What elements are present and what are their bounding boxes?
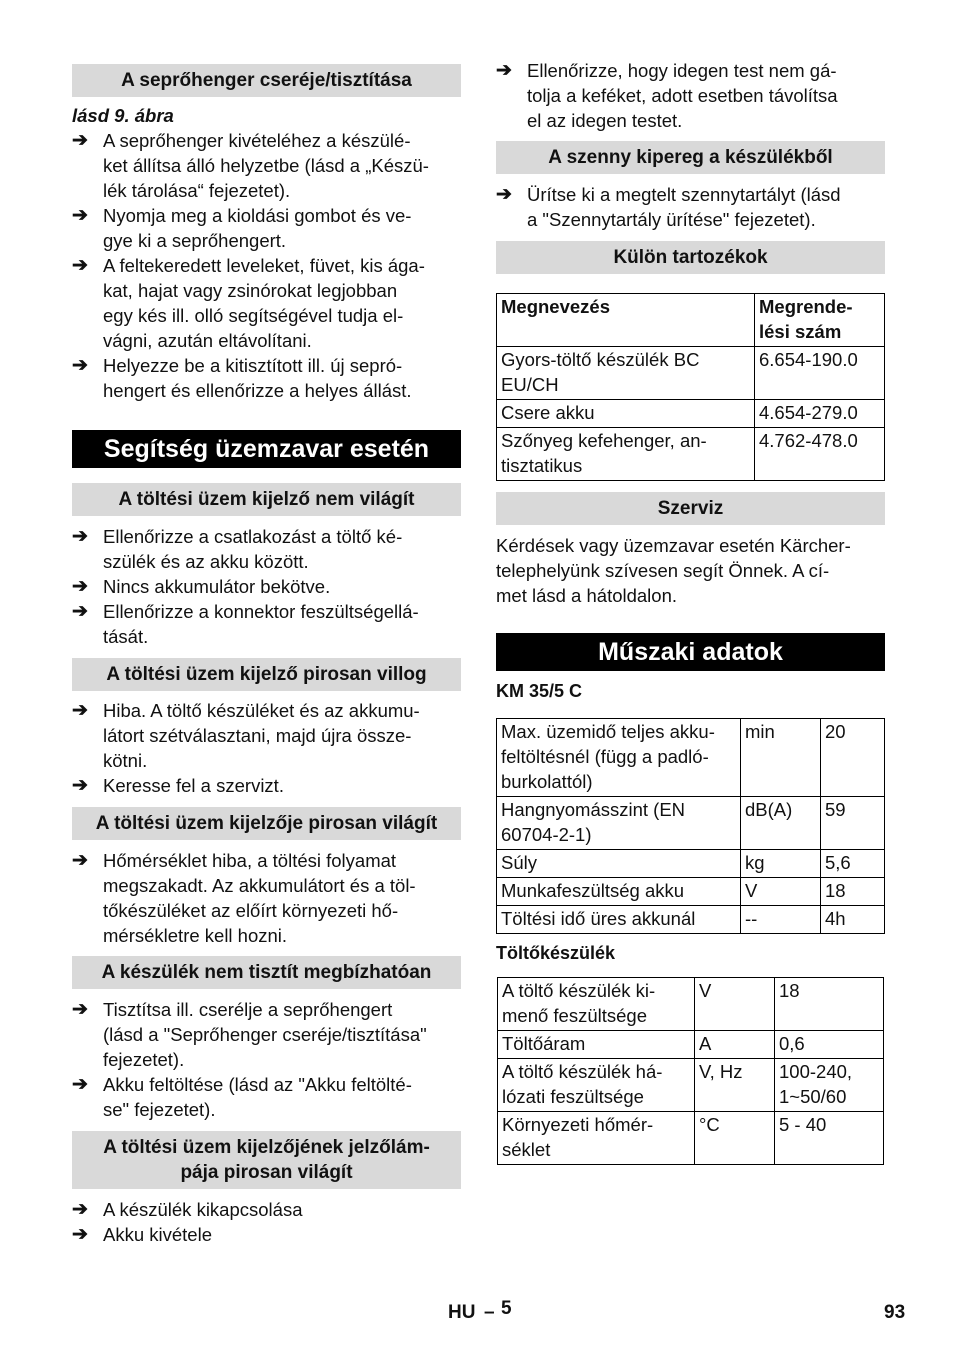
arrow-icon: ➔ xyxy=(72,850,88,871)
heading-not-cleaning: A készülék nem tisztít megbízhatóan xyxy=(72,956,461,989)
lamp-red-list xyxy=(72,1197,461,1247)
arrow-icon: ➔ xyxy=(72,576,88,597)
replace-brush-list xyxy=(72,128,461,403)
arrow-icon: ➔ xyxy=(72,775,88,796)
table-cell: Töltőáram xyxy=(498,1031,695,1059)
list-item-line: fejezetet). xyxy=(103,1049,185,1070)
list-item xyxy=(72,997,461,1072)
table-row xyxy=(498,1059,884,1112)
table-cell: A töltő készülék há- lózati feszültsége xyxy=(498,1059,695,1112)
list-item-line: Nincs akkumulátor bekötve. xyxy=(103,576,331,597)
list-item-line: megszakadt. Az akkumulátort és a töl- xyxy=(103,875,416,896)
list-item xyxy=(72,1197,461,1222)
arrow-icon: ➔ xyxy=(72,255,88,276)
accessories-table xyxy=(496,293,885,481)
table-cell: 20 xyxy=(821,719,885,797)
service-text: Kérdések vagy üzemzavar esetén Kärcher- telephelyünk szívesen segít Önnek. A cí- met lásd a hátoldalon. xyxy=(496,535,851,606)
list-item xyxy=(72,599,461,649)
table-cell: Töltési idő üres akkunál xyxy=(497,906,741,934)
list-item xyxy=(72,353,461,403)
table-cell: Környezeti hőmér- séklet xyxy=(498,1112,695,1165)
indicator-off-list xyxy=(72,524,461,649)
table-row xyxy=(497,906,885,934)
table-cell: 5 - 40 xyxy=(775,1112,884,1165)
table-cell: dB(A) xyxy=(741,797,821,850)
table-header-cell: Megrende- lési szám xyxy=(755,294,885,347)
list-item-line: A seprőhenger kivételéhez a készülé- xyxy=(103,130,411,151)
section-title-technical-data: Műszaki adatok xyxy=(496,633,885,671)
model-name: KM 35/5 C xyxy=(496,681,583,701)
list-item xyxy=(72,1222,461,1247)
dirt-falls-out-list xyxy=(496,182,885,232)
arrow-icon: ➔ xyxy=(72,526,88,547)
list-item-line: lék tárolása“ fejezetet). xyxy=(103,180,291,201)
table-cell: kg xyxy=(741,850,821,878)
list-item-line: Ellenőrizze a csatlakozást a töltő ké- xyxy=(103,526,403,547)
list-item-line: kötni. xyxy=(103,750,148,771)
heading-accessories: Külön tartozékok xyxy=(496,241,885,274)
table-cell: °C xyxy=(695,1112,775,1165)
list-item-line: egy kés ill. olló segítségével tudja el- xyxy=(103,305,404,326)
heading-replace-brush: A seprőhenger cseréje/tisztítása xyxy=(72,64,461,97)
table-cell: V xyxy=(741,878,821,906)
arrow-icon: ➔ xyxy=(72,1224,88,1245)
list-item-line: szülék és az akku között. xyxy=(103,551,309,572)
list-item-line: tőkészüléket az előírt környezeti hő- xyxy=(103,900,399,921)
table-cell: A xyxy=(695,1031,775,1059)
heading-indicator-red: A töltési üzem kijelzője pirosan világít xyxy=(72,807,461,840)
list-item-line: tolja a keféket, adott esetben távolítsa xyxy=(527,85,838,106)
list-item-line: tását. xyxy=(103,626,149,647)
arrow-icon: ➔ xyxy=(72,601,88,622)
list-item-line: kat, hajat vagy zsinórokat legjobban xyxy=(103,280,398,301)
list-item-line: mérsékletre kell hozni. xyxy=(103,925,288,946)
arrow-icon: ➔ xyxy=(72,999,88,1020)
list-item xyxy=(72,253,461,353)
technical-data-table xyxy=(496,718,885,934)
table-cell: 18 xyxy=(775,978,884,1031)
right-column xyxy=(496,58,885,1165)
table-cell: Max. üzemidő teljes akku- feltöltésnél (függ a padló- burkolattól) xyxy=(497,719,741,797)
table-row xyxy=(498,1031,884,1059)
footer-section-page: 5 xyxy=(501,1298,512,1319)
list-item-line: A feltekeredett leveleket, füvet, kis ága- xyxy=(103,255,425,276)
table-row xyxy=(497,719,885,797)
foreign-object-list xyxy=(496,58,885,133)
indicator-blinks-red-list xyxy=(72,698,461,798)
table-header-row xyxy=(497,294,885,347)
arrow-icon: ➔ xyxy=(496,60,512,81)
list-item-line: Ellenőrizze a konnektor feszültségellá- xyxy=(103,601,419,622)
list-item-line: Ellenőrizze, hogy idegen test nem gá- xyxy=(527,60,837,81)
list-item-line: Ürítse ki a megtelt szennytartályt (lásd xyxy=(527,184,841,205)
table-cell: 4h xyxy=(821,906,885,934)
table-cell: 4.762-478.0 xyxy=(755,428,885,481)
table-cell: 59 xyxy=(821,797,885,850)
list-item-line: A készülék kikapcsolása xyxy=(103,1199,303,1220)
heading-lamp-red: A töltési üzem kijelzőjének jelzőlám- pája pirosan világít xyxy=(72,1131,461,1189)
list-item-line: Hiba. A töltő készüléket és az akkumu- xyxy=(103,700,420,721)
figure-reference: lásd 9. ábra xyxy=(72,105,174,126)
list-item xyxy=(72,773,461,798)
table-cell: 5,6 xyxy=(821,850,885,878)
arrow-icon: ➔ xyxy=(496,184,512,205)
list-item xyxy=(496,58,885,133)
list-item xyxy=(72,698,461,773)
table-cell: 18 xyxy=(821,878,885,906)
table-row xyxy=(497,878,885,906)
list-item-line: vágni, azután eltávolítani. xyxy=(103,330,312,351)
page-number: 93 xyxy=(884,1302,906,1323)
list-item-line: Akku feltöltése (lásd az "Akku feltölté- xyxy=(103,1074,412,1095)
table-cell: 0,6 xyxy=(775,1031,884,1059)
section-title-troubleshooting: Segítség üzemzavar esetén xyxy=(72,430,461,468)
table-cell: Csere akku xyxy=(497,400,755,428)
table-cell: Súly xyxy=(497,850,741,878)
table-cell: A töltő készülék ki- menő feszültsége xyxy=(498,978,695,1031)
heading-service: Szerviz xyxy=(496,492,885,525)
table-row xyxy=(498,1112,884,1165)
footer-language: HU xyxy=(448,1302,476,1323)
list-item-line: (lásd a "Seprőhenger cseréje/tisztítása" xyxy=(103,1024,427,1045)
arrow-icon: ➔ xyxy=(72,1074,88,1095)
footer-dash: – xyxy=(484,1302,495,1323)
table-cell: 4.654-279.0 xyxy=(755,400,885,428)
heading-indicator-off: A töltési üzem kijelző nem világít xyxy=(72,483,461,516)
arrow-icon: ➔ xyxy=(72,130,88,151)
table-header-cell: Megnevezés xyxy=(497,294,755,347)
charger-table xyxy=(497,977,884,1165)
table-cell: V xyxy=(695,978,775,1031)
list-item xyxy=(72,848,461,948)
table-row xyxy=(497,850,885,878)
table-row xyxy=(497,797,885,850)
left-column xyxy=(72,58,461,1247)
list-item-line: Helyezze be a kitisztított ill. új sepró- xyxy=(103,355,403,376)
table-cell: min xyxy=(741,719,821,797)
list-item xyxy=(72,203,461,253)
list-item-line: se" fejezetet). xyxy=(103,1099,216,1120)
table-cell: Munkafeszültség akku xyxy=(497,878,741,906)
arrow-icon: ➔ xyxy=(72,1199,88,1220)
list-item-line: látort szétválasztani, majd újra össze- xyxy=(103,725,412,746)
table-cell: Gyors-töltő készülék BC EU/CH xyxy=(497,347,755,400)
arrow-icon: ➔ xyxy=(72,205,88,226)
list-item-line: Keresse fel a szervizt. xyxy=(103,775,284,796)
arrow-icon: ➔ xyxy=(72,355,88,376)
table-row xyxy=(497,400,885,428)
list-item-line: el az idegen testet. xyxy=(527,110,683,131)
list-item-line: hengert és ellenőrizze a helyes állást. xyxy=(103,380,412,401)
table-row xyxy=(497,428,885,481)
list-item xyxy=(72,574,461,599)
list-item xyxy=(496,182,885,232)
arrow-icon: ➔ xyxy=(72,700,88,721)
table-cell: 100-240, 1~50/60 xyxy=(775,1059,884,1112)
list-item-line: a "Szennytartály ürítése" fejezetet). xyxy=(527,209,816,230)
heading-indicator-blinks-red: A töltési üzem kijelző pirosan villog xyxy=(72,658,461,691)
indicator-red-list xyxy=(72,848,461,948)
table-cell: Hangnyomásszint (EN 60704-2-1) xyxy=(497,797,741,850)
table-cell: Szőnyeg kefehenger, an- tisztatikus xyxy=(497,428,755,481)
table-row xyxy=(498,978,884,1031)
charger-label: Töltőkészülék xyxy=(496,943,616,963)
list-item-line: gye ki a seprőhengert. xyxy=(103,230,287,251)
heading-dirt-falls-out: A szenny kipereg a készülékből xyxy=(496,141,885,174)
table-cell: 6.654-190.0 xyxy=(755,347,885,400)
list-item-line: Tisztítsa ill. cserélje a seprőhengert xyxy=(103,999,393,1020)
list-item-line: Akku kivétele xyxy=(103,1224,212,1245)
table-cell: V, Hz xyxy=(695,1059,775,1112)
list-item-line: Nyomja meg a kioldási gombot és ve- xyxy=(103,205,412,226)
list-item xyxy=(72,1072,461,1122)
table-cell: -- xyxy=(741,906,821,934)
list-item xyxy=(72,128,461,203)
not-cleaning-list xyxy=(72,997,461,1122)
table-row xyxy=(497,347,885,400)
list-item-line: Hőmérséklet hiba, a töltési folyamat xyxy=(103,850,397,871)
list-item xyxy=(72,524,461,574)
list-item-line: ket állítsa álló helyzetbe (lásd a „Készü- xyxy=(103,155,429,176)
